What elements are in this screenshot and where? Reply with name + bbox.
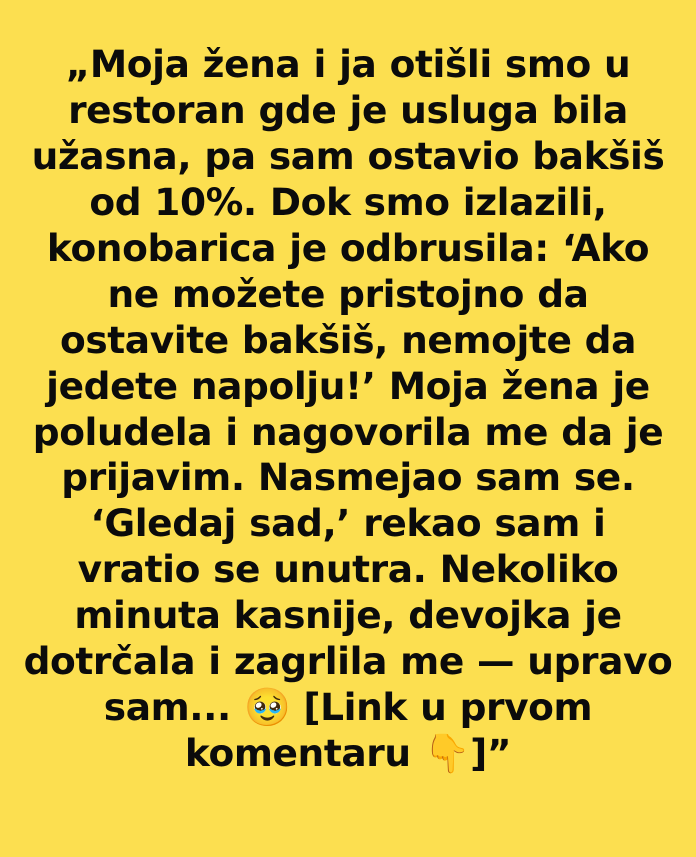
quote-text: „Moja žena i ja otišli smo u restoran gde je usluga bila užasna, pa sam ostavio bakšiš od 10%. Dok smo izlazili, konobarica je odbrusila: ‘Ako ne možete pristojno da ostavite bakšiš, nemojte da jedete napolju!’ Moja žena je poludela i nagovorila me da je prijavim. Nasmejao sam se. ‘Gledaj sad,’ rekao sam i vratio se unutra. Nekoliko minuta kasnije, devojka je dotrčala i zagrlila me — upravo sam... 🥹 [Link u prvom komentaru 👇]” [23, 42, 673, 776]
